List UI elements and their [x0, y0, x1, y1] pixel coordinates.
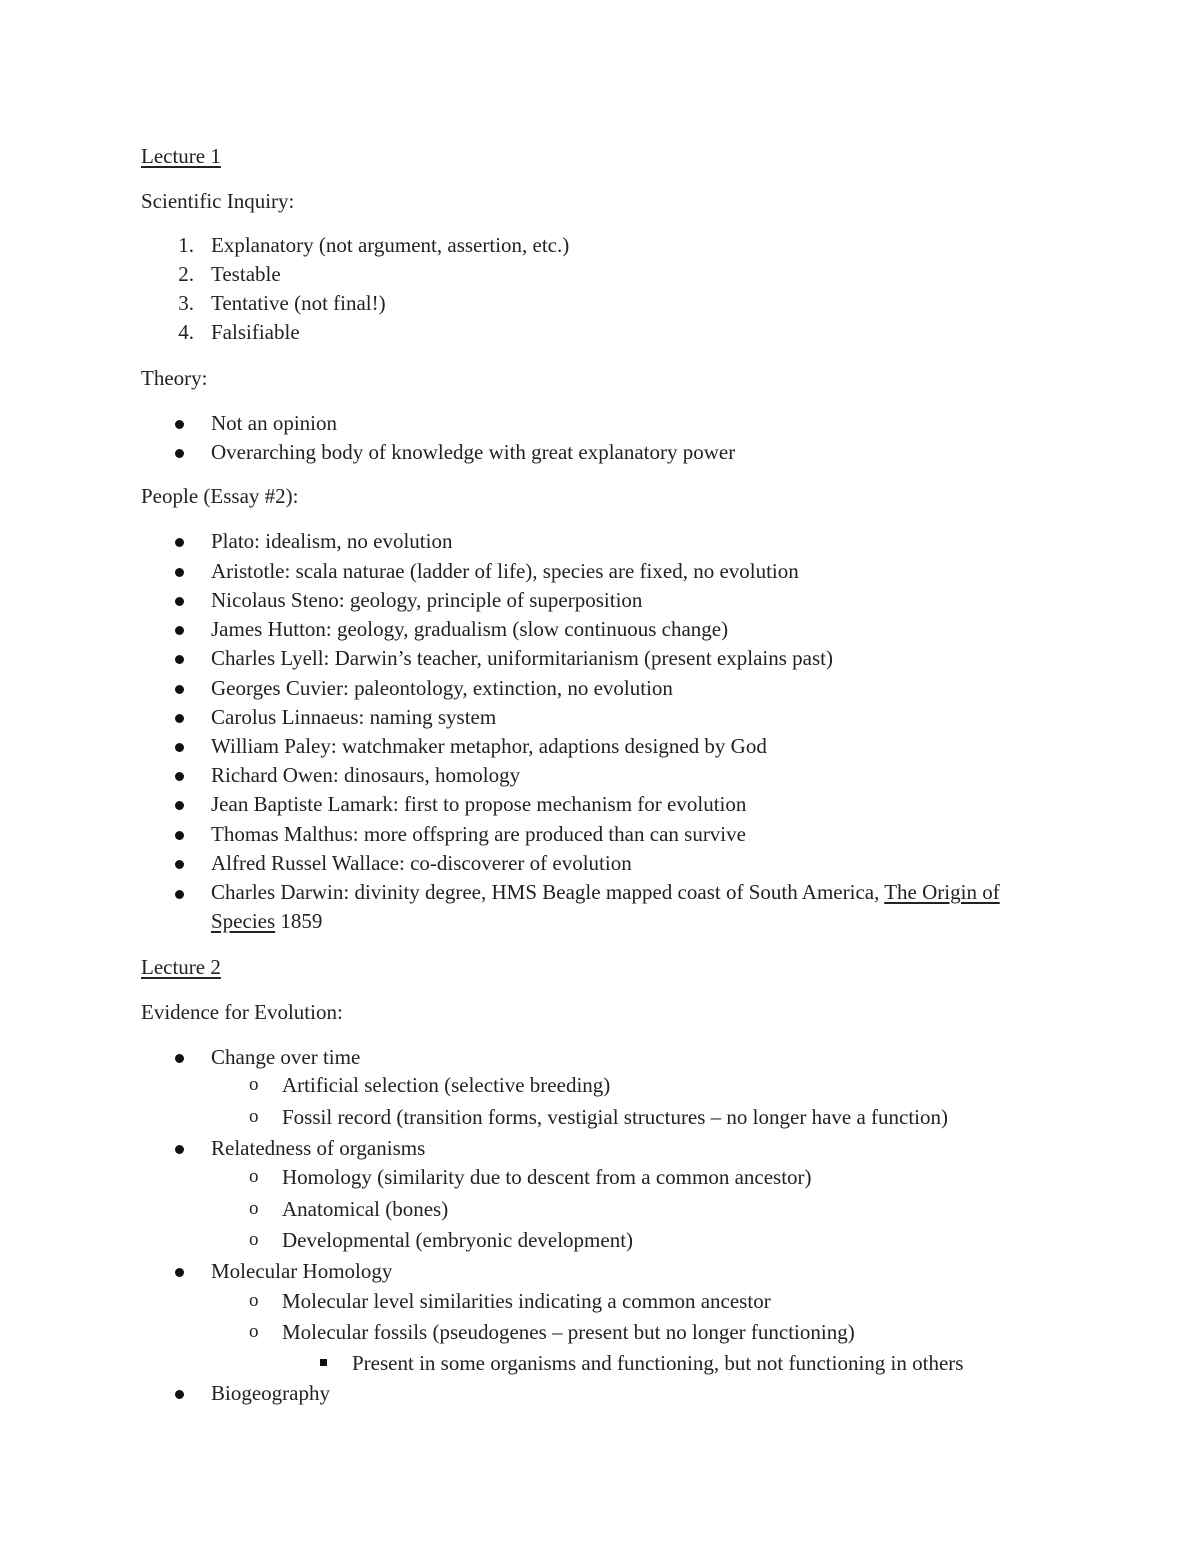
people-heading: People (Essay #2): — [141, 484, 299, 508]
list-item-text: Fossil record (transition forms, vestigial structures – no longer have a function) — [282, 1105, 949, 1129]
theory-heading: Theory: — [141, 366, 208, 390]
bullet-icon — [175, 801, 184, 810]
bullet-icon — [175, 538, 184, 547]
list-item-text: Molecular level similarities indicating a common ancestor — [282, 1289, 771, 1313]
list-item-text: Plato: idealism, no evolution — [211, 529, 453, 553]
list-item-text: Relatedness of organisms — [211, 1136, 426, 1160]
list-item-text: Anatomical (bones) — [282, 1197, 449, 1221]
list-item-text: Richard Owen: dinosaurs, homology — [211, 763, 521, 787]
bullet-icon — [175, 860, 184, 869]
bullet-icon — [175, 655, 184, 664]
bullet-icon — [175, 1390, 184, 1399]
bullet-icon — [175, 685, 184, 694]
darwin-text: Charles Darwin: divinity degree, HMS Beagle mapped coast of South America, — [211, 880, 885, 904]
list-item-text: Molecular Homology — [211, 1259, 393, 1283]
list-item-text: Overarching body of knowledge with great explanatory power — [211, 440, 736, 464]
circle-bullet-icon: o — [249, 1166, 259, 1187]
bullet-icon — [175, 1054, 184, 1063]
circle-bullet-icon: o — [249, 1290, 259, 1311]
book-title: The Origin of Species — [211, 880, 1000, 933]
list-item-text: Present in some organisms and functioning, but not functioning in others — [352, 1351, 964, 1375]
list-item-text: Jean Baptiste Lamark: first to propose mechanism for evolution — [211, 792, 747, 816]
bullet-icon — [175, 449, 184, 458]
list-item-text: Tentative (not final!) — [211, 291, 386, 315]
list-item-text: James Hutton: geology, gradualism (slow continuous change) — [211, 617, 729, 641]
circle-bullet-icon: o — [249, 1198, 259, 1219]
circle-bullet-icon: o — [249, 1106, 259, 1127]
bullet-icon — [175, 890, 184, 899]
list-number: 1. — [178, 233, 194, 257]
list-item-text: Artificial selection (selective breeding) — [282, 1073, 611, 1097]
list-item-text: Molecular fossils (pseudogenes – present but no longer functioning) — [282, 1320, 855, 1344]
book-year: 1859 — [275, 909, 323, 933]
bullet-icon — [175, 420, 184, 429]
bullet-icon — [175, 568, 184, 577]
bullet-icon — [175, 772, 184, 781]
list-item-text: Explanatory (not argument, assertion, etc.) — [211, 233, 570, 257]
list-item-text: Falsifiable — [211, 320, 300, 344]
list-item-text: Alfred Russel Wallace: co-discoverer of evolution — [211, 851, 632, 875]
list-item-text: Change over time — [211, 1045, 361, 1069]
list-item-text: Testable — [211, 262, 281, 286]
scientific-inquiry-heading: Scientific Inquiry: — [141, 189, 295, 213]
bullet-icon — [175, 714, 184, 723]
circle-bullet-icon: o — [249, 1229, 259, 1250]
list-number: 3. — [178, 291, 194, 315]
circle-bullet-icon: o — [249, 1074, 259, 1095]
list-number: 2. — [178, 262, 194, 286]
list-item-text: Aristotle: scala naturae (ladder of life), species are fixed, no evolution — [211, 559, 799, 583]
evidence-heading: Evidence for Evolution: — [141, 1000, 343, 1024]
lecture-1-heading: Lecture 1 — [141, 144, 221, 168]
list-item-text: Developmental (embryonic development) — [282, 1228, 634, 1252]
list-item-text: Thomas Malthus: more offspring are produced than can survive — [211, 822, 746, 846]
lecture-2-heading: Lecture 2 — [141, 955, 221, 979]
square-bullet-icon — [320, 1359, 327, 1366]
list-item-text: Biogeography — [211, 1381, 330, 1405]
list-item-text: Charles Lyell: Darwin’s teacher, uniformitarianism (present explains past) — [211, 646, 833, 670]
bullet-icon — [175, 597, 184, 606]
bullet-icon — [175, 831, 184, 840]
list-number: 4. — [178, 320, 194, 344]
list-item-text: Nicolaus Steno: geology, principle of superposition — [211, 588, 643, 612]
circle-bullet-icon: o — [249, 1321, 259, 1342]
bullet-icon — [175, 1268, 184, 1277]
bullet-icon — [175, 1145, 184, 1154]
bullet-icon — [175, 626, 184, 635]
bullet-icon — [175, 743, 184, 752]
list-item-text: William Paley: watchmaker metaphor, adaptions designed by God — [211, 734, 767, 758]
list-item-text: Georges Cuvier: paleontology, extinction, no evolution — [211, 676, 673, 700]
list-item-text: Not an opinion — [211, 411, 337, 435]
list-item-text — [211, 878, 1031, 936]
list-item-text: Homology (similarity due to descent from a common ancestor) — [282, 1165, 812, 1189]
list-item-text: Carolus Linnaeus: naming system — [211, 705, 497, 729]
